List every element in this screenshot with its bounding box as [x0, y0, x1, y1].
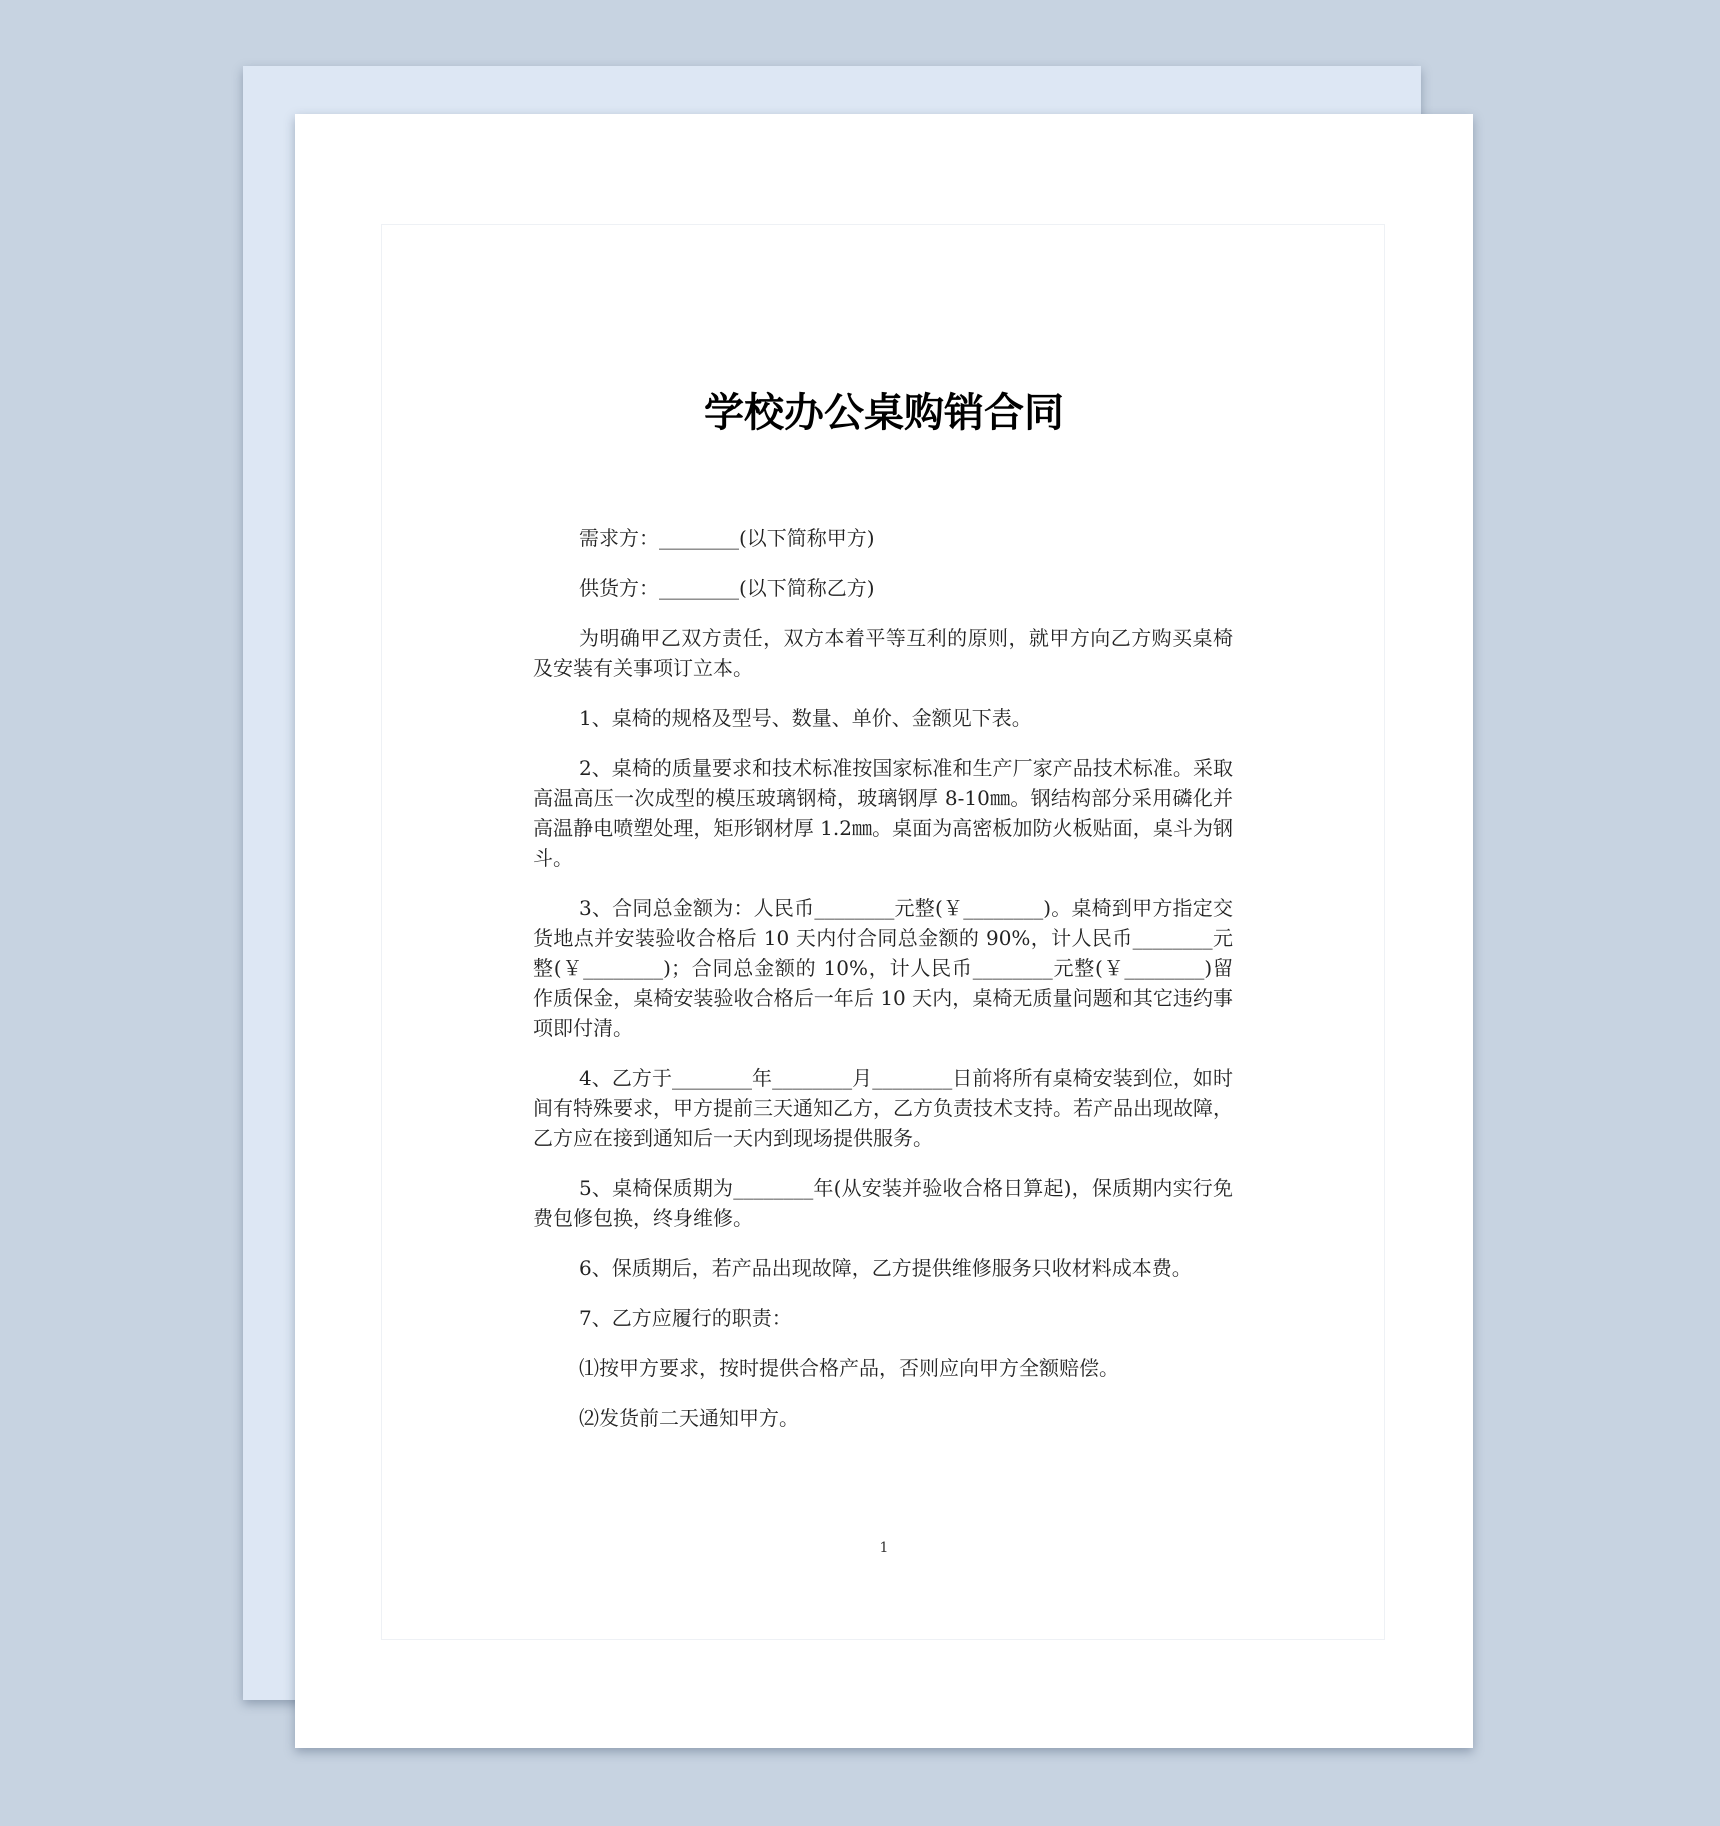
page-number: 1 — [879, 1540, 889, 1556]
document-body — [533, 523, 1233, 1453]
preamble-paragraph: 为明确甲乙双方责任，双方本着平等互利的原则，就甲方向乙方购买桌椅及安装有关事项订立本。 — [533, 626, 1233, 680]
clause-7: 7、乙方应履行的职责： — [579, 1306, 792, 1330]
party-b-line: 供货方：________(以下简称乙方) — [579, 576, 875, 600]
clause-7-item-2: ⑵发货前二天通知甲方。 — [579, 1406, 799, 1430]
clause-2: 2、桌椅的质量要求和技术标准按国家标准和生产厂家产品技术标准。采取高温高压一次成型的模压玻璃钢椅，玻璃钢厚 8-10㎜。钢结构部分采用磷化并高温静电喷塑处理，矩形钢材厚 1.2㎜。桌面为高密板加防火板贴面，桌斗为钢斗。 — [533, 756, 1233, 870]
clause-5: 5、桌椅保质期为________年(从安装并验收合格日算起)，保质期内实行免费包修包换，终身维修。 — [533, 1176, 1233, 1230]
clause-6: 6、保质期后，若产品出现故障，乙方提供维修服务只收材料成本费。 — [579, 1256, 1192, 1280]
clause-7-item-1: ⑴按甲方要求，按时提供合格产品，否则应向甲方全额赔偿。 — [579, 1356, 1119, 1380]
document-title: 学校办公桌购销合同 — [704, 390, 1064, 436]
clause-4: 4、乙方于________年________月________日前将所有桌椅安装到位，如时间有特殊要求，甲方提前三天通知乙方，乙方负责技术支持。若产品出现故障，乙方应在接到通知后一天内到现场提供服务。 — [533, 1066, 1233, 1150]
party-a-line: 需求方：________(以下简称甲方) — [579, 526, 875, 550]
clause-1: 1、桌椅的规格及型号、数量、单价、金额见下表。 — [579, 706, 1032, 730]
document-page — [295, 114, 1473, 1748]
clause-3: 3、合同总金额为：人民币________元整(￥________)。桌椅到甲方指定交货地点并安装验收合格后 10 天内付合同总金额的 90%，计人民币________元整(￥________)；合同总金额的 10%，计人民币________元整(￥________)留作质保金，桌椅安装验收合格后一年后 10 天内，桌椅无质量问题和其它违约事项即付清。 — [533, 896, 1233, 1040]
